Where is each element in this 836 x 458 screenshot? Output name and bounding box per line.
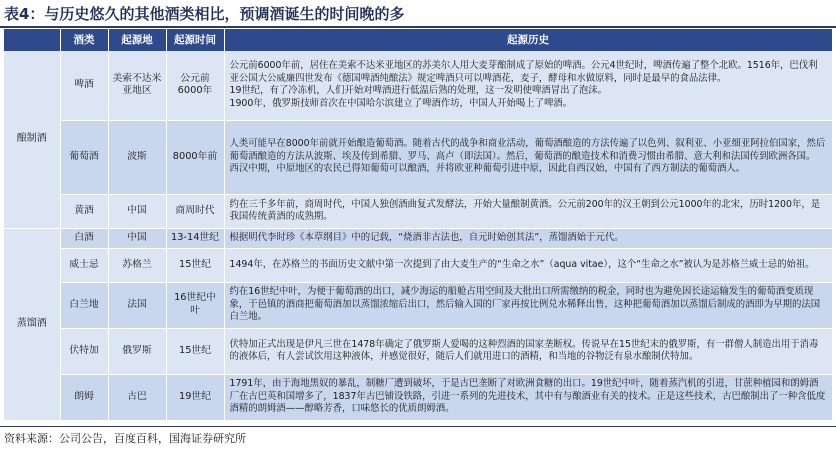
row-origin: 俄罗斯 [108, 328, 166, 374]
row-type: 白酒 [60, 228, 108, 248]
row-origin: 中国 [108, 228, 166, 248]
table-header-row [4, 29, 832, 51]
row-origin: 古巴 [108, 374, 166, 420]
row-origin: 美索不达米亚地区 [108, 51, 166, 120]
row-origin: 中国 [108, 194, 166, 228]
row-time: 8000年前 [166, 120, 224, 194]
header-history: 起源历史 [224, 29, 832, 51]
row-type: 白兰地 [60, 282, 108, 328]
table-row [4, 228, 832, 248]
row-time: 15世纪 [166, 248, 224, 282]
row-type: 啤酒 [60, 51, 108, 120]
row-history: 1494年，在苏格兰的书面历史文献中第一次提到了由大麦生产的“生命之水”（aqua vitae），这个“生命之水”被认为是苏格兰威士忌的始祖。 [224, 248, 832, 282]
row-history: 根据明代李时珍《本草纲目》中的记载，“烧酒非古法也，自元时始创其法”，蒸馏酒始于元代。 [224, 228, 832, 248]
row-time: 16世纪中叶 [166, 282, 224, 328]
table-row [4, 120, 832, 194]
row-time: 19世纪 [166, 374, 224, 420]
liquor-origin-table [4, 29, 833, 421]
header-origin: 起源地 [108, 29, 166, 51]
table-row [4, 194, 832, 228]
table-row [4, 282, 832, 328]
row-origin: 苏格兰 [108, 248, 166, 282]
row-type: 伏特加 [60, 328, 108, 374]
header-type: 酒类 [60, 29, 108, 51]
row-origin: 法国 [108, 282, 166, 328]
table-row [4, 248, 832, 282]
row-type: 威士忌 [60, 248, 108, 282]
row-time: 13-14世纪 [166, 228, 224, 248]
bottom-rule [0, 426, 836, 427]
row-history: 约在三千多年前，商周时代，中国人独创酒曲复式发酵法，开始大量酿制黄酒。公元前200年的汉王朝到公元1000年的北宋，历时1200年，是我国传统黄酒的成熟期。 [224, 194, 832, 228]
row-time: 商周时代 [166, 194, 224, 228]
row-type: 黄酒 [60, 194, 108, 228]
header-time: 起源时间 [166, 29, 224, 51]
table-row [4, 51, 832, 120]
table-row [4, 374, 832, 420]
group-label-brewed: 酿制酒 [4, 51, 60, 228]
row-history: 人类可能早在8000年前就开始酿造葡萄酒。随着古代的战争和商业活动，葡萄酒酿造的方法传遍了以色列、叙利亚、小亚细亚阿拉伯国家，然后葡萄酒酿造的方法从波斯、埃及传到希腊、罗马、高卢（即法国）。然后，葡萄酒的酿造技术和消费习惯由希腊、意大利和法国传到欧洲各国。 西汉中期，中原地区的农民已得知葡萄可以酿酒，并将欧亚种葡萄引进中原，因此自西汉始，中国有了西方制法的葡萄酒人。 [224, 120, 832, 194]
row-history: 公元前6000年前，居住在美索不达米亚地区的苏美尔人用大麦芽酿制成了原始的啤酒。公元4世纪时，啤酒传遍了整个北欧。1516年，巴伐利亚公国大公威廉四世发布《德国啤酒纯酿法》规定啤酒只可以啤酒花，麦子，酵母和水做原料，同时是最早的食品法律。 19世纪，有了冷冻机，人们开始对啤酒进行低温后熟的处理，这一发明使啤酒冒出了泡沫。 1900年，俄罗斯技师首次在中国哈尔滨建立了啤酒作坊，中国人开始喝上了啤酒。 [224, 51, 832, 120]
table-title: 表4：与历史悠久的其他酒类相比，预调酒诞生的时间晚的多 [4, 5, 405, 23]
row-time: 15世纪 [166, 328, 224, 374]
row-history: 伏特加正式出现是伊凡三世在1478年确定了俄罗斯人爱喝的这种烈酒的国家垄断权。传说早在15世纪末的俄罗斯，有一群僧人制造出用于消毒的液体后，有人尝试饮用这种液体，并感觉很好，随后人们就用进口的酒精，和当地的谷物泛有泉水酿制伏特加。 [224, 328, 832, 374]
top-rule [0, 26, 836, 28]
row-history: 约在16世纪中叶，为便于葡萄酒的出口，减少海运的船舱占用空间及大批出口所需缴纳的税金，同时也为避免因长途运输发生的葡萄酒变质现象，干邑镇的酒商把葡萄酒加以蒸馏浓缩后出口，然后输入国的厂家再按比例兑水稀释出售，这种把葡萄酒加以蒸馏后制成的酒即为早期的法国白兰地。 [224, 282, 832, 328]
row-time: 公元前6000年 [166, 51, 224, 120]
row-type: 朗姆 [60, 374, 108, 420]
header-blank [4, 29, 60, 51]
row-history: 1791年，由于海地黑奴的暴乱，制糖厂遭到破坏，于是古巴垄断了对欧洲食糖的出口。19世纪中叶，随着蒸汽机的引进，甘蔗种植园和朗姆酒厂在古巴英和国增多了，1837年古巴铺设铁路，引进一系列的先进技术，其中有与酿酒业有关的技术。正是这些技术，古巴酿制出了一种含低度酒精的朗姆酒——醇略芳香，口味悠长的优质朗姆酒。 [224, 374, 832, 420]
source-note: 资料来源：公司公告，百度百科，国海证券研究所 [4, 432, 246, 445]
group-label-distilled: 蒸馏酒 [4, 228, 60, 420]
row-origin: 波斯 [108, 120, 166, 194]
row-type: 葡萄酒 [60, 120, 108, 194]
table-row [4, 328, 832, 374]
